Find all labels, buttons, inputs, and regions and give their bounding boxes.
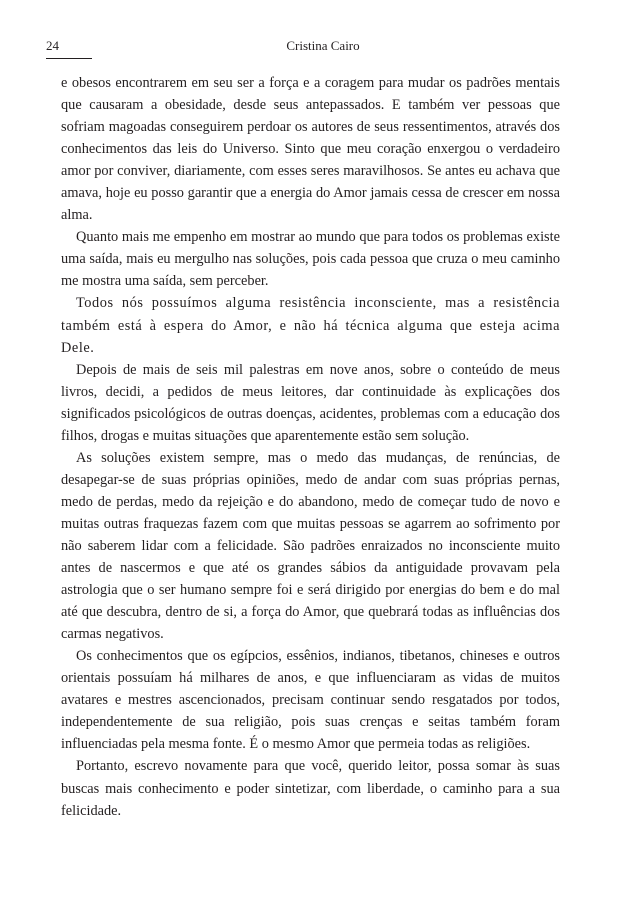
page-header xyxy=(0,38,638,62)
paragraph: Portanto, escrevo novamente para que você, querido leitor, possa somar às suas buscas mais conhecimento e poder sintetizar, com liberdade, o caminho para a sua felicidade. xyxy=(61,758,560,819)
paragraph: Depois de mais de seis mil palestras em nove anos, sobre o conteúdo de meus livros, decidi, a pedidos de meus leitores, dar continuidade às explicações dos significados psicológicos de outras doenças, acidentes, problemas com a educação dos filhos, drogas e muitas situações que aparentemente estão sem solução. xyxy=(61,361,560,444)
body-text xyxy=(61,72,560,822)
paragraph: Os conhecimentos que os egípcios, essênios, indianos, tibetanos, chineses e outros orientais possuíam há milhares de anos, e que influenciaram as vidas de muitos avatares e mestres ascencionados, precisam continuar sendo resgatados por todos, independentemente de sua religião, pois suas crenças e seitas também foram influenciadas pela mesma fonte. É o mesmo Amor que permeia todas as religiões. xyxy=(61,648,560,753)
paragraph: Quanto mais me empenho em mostrar ao mundo que para todos os problemas existe uma saída, mais eu mergulho nas soluções, pois cada pessoa que cruza o meu caminho me mostra uma saída, sem perceber. xyxy=(61,229,560,290)
page-number: 24 xyxy=(46,38,59,53)
paragraph: Todos nós possuímos alguma resistência inconsciente, mas a resistência também está à espera do Amor, e não há técnica alguma que esteja acima Dele. xyxy=(61,295,560,356)
paragraph: As soluções existem sempre, mas o medo das mudanças, de renúncias, de desapegar-se de suas próprias opiniões, medo de andar com suas próprias pernas, medo de perdas, medo da rejeição e do abandono, medo de começar tudo de novo e muitas outras fraquezas fazem com que muitas pessoas se agarrem ao sofrimento por não saberem lidar com a felicidade. São padrões enraizados no inconsciente muito antes de nascermos e que até os grandes sábios da antiguidade provavam pela astrologia que o ser humano sempre foi e será dirigido por energias do bem e do mal até que descubra, dentro de si, a força do Amor, que quebrará todas as influências dos carmas negativos. xyxy=(61,449,560,643)
header-rule xyxy=(46,58,92,59)
paragraph-continuation: e obesos encontrarem em seu ser a força e a coragem para mudar os padrões mentais que causaram a obesidade, desde seus antepassados. E também ver pessoas que sofriam magoadas conseguirem perdoar os autores de seus ressentimentos, através dos conhecimentos das leis do Universo. Sinto que meu coração enxergou o verdadeiro amor por conviver, diariamente, com esses seres maravilhosos. Se antes eu achava que amava, hoje eu posso garantir que a energia do Amor jamais cessa de crescer em nossa alma. xyxy=(61,75,560,224)
running-title: Cristina Cairo xyxy=(286,38,360,53)
